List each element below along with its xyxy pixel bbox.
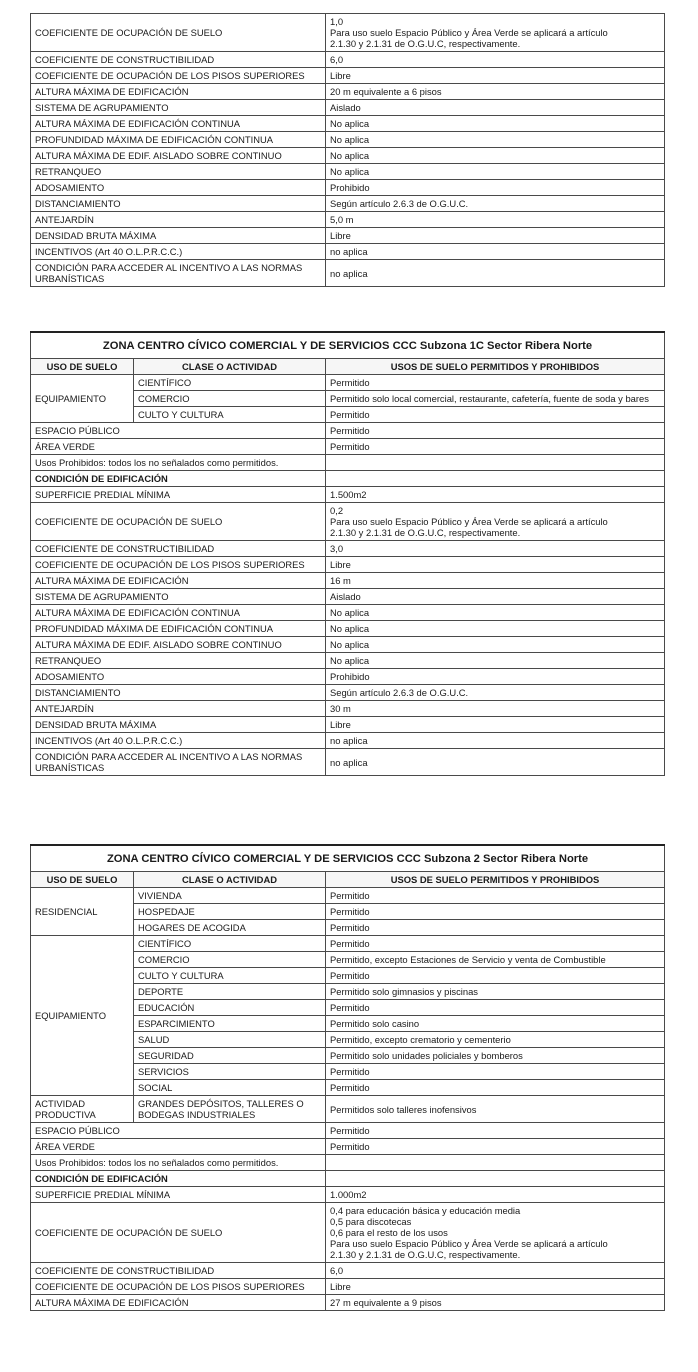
uso-equipamiento: EQUIPAMIENTO [31,936,134,1096]
usos-cell: Permitido [326,407,665,423]
row-value: 1,0 Para uso suelo Espacio Público y Área Verde se aplicará a artículo 2.1.30 y 2.1.31 de O.G.U.C, respectivamente. [326,14,665,52]
row-value: Libre [326,717,665,733]
table-row [31,1096,665,1123]
table-row [31,228,665,244]
table-header-row [31,359,665,375]
header-usos-permitidos: USOS DE SUELO PERMITIDOS Y PROHIBIDOS [326,359,665,375]
clase-cell: CIENTÍFICO [134,375,326,391]
table-row [31,888,665,904]
table-row [31,132,665,148]
row-label: COEFICIENTE DE OCUPACIÓN DE LOS PISOS SUPERIORES [31,557,326,573]
table-row [31,503,665,541]
row-value: 6,0 [326,1263,665,1279]
row-label: INCENTIVOS (Art 40 O.L.P.R.C.C.) [31,244,326,260]
usos-cell: Permitido [326,920,665,936]
usos-cell: Permitidos solo talleres inofensivos [326,1096,665,1123]
clase-cell: CIENTÍFICO [134,936,326,952]
row-value: Prohibido [326,669,665,685]
row-label: ALTURA MÁXIMA DE EDIFICACIÓN CONTINUA [31,116,326,132]
row-label: COEFICIENTE DE CONSTRUCTIBILIDAD [31,1263,326,1279]
clase-cell: SALUD [134,1032,326,1048]
table-row [31,100,665,116]
condicion-edificacion-heading: CONDICIÓN DE EDIFICACIÓN [31,471,326,487]
clase-cell: SEGURIDAD [134,1048,326,1064]
row-value: 3,0 [326,541,665,557]
row-label: COEFICIENTE DE CONSTRUCTIBILIDAD [31,52,326,68]
row-label: CONDICIÓN PARA ACCEDER AL INCENTIVO A LAS NORMAS URBANÍSTICAS [31,749,326,776]
row-label: PROFUNDIDAD MÁXIMA DE EDIFICACIÓN CONTINUA [31,621,326,637]
clase-cell: ESPARCIMIENTO [134,1016,326,1032]
table-row [31,1155,665,1171]
row-value: No aplica [326,164,665,180]
usos-cell: Permitido [326,888,665,904]
row-value: Según artículo 2.6.3 de O.G.U.C. [326,685,665,701]
table-row [31,1123,665,1139]
row-value: no aplica [326,749,665,776]
table-row [31,487,665,503]
header-uso-de-suelo: USO DE SUELO [31,872,134,888]
usos-cell: Permitido, excepto Estaciones de Servicio y venta de Combustible [326,952,665,968]
row-label: COEFICIENTE DE OCUPACIÓN DE LOS PISOS SUPERIORES [31,68,326,84]
clase-cell: CULTO Y CULTURA [134,407,326,423]
clase-cell: COMERCIO [134,952,326,968]
row-value: Libre [326,68,665,84]
row-label: ANTEJARDÍN [31,701,326,717]
row-value: 6,0 [326,52,665,68]
table-row [31,52,665,68]
table-row [31,936,665,952]
clase-cell: SERVICIOS [134,1064,326,1080]
table-row [31,605,665,621]
section-header-row [31,1171,665,1187]
table-row [31,717,665,733]
row-value: No aplica [326,605,665,621]
clase-cell: VIVIENDA [134,888,326,904]
row-label: SISTEMA DE AGRUPAMIENTO [31,100,326,116]
table-row [31,116,665,132]
table-title: ZONA CENTRO CÍVICO COMERCIAL Y DE SERVICIOS CCC Subzona 1C Sector Ribera Norte [31,332,665,359]
usos-cell: Permitido [326,1000,665,1016]
usos-cell: Permitido [326,936,665,952]
clase-cell: EDUCACIÓN [134,1000,326,1016]
empty-cell [326,471,665,487]
usos-prohibidos-note: Usos Prohibidos: todos los no señalados como permitidos. [31,1155,326,1171]
row-label: ALTURA MÁXIMA DE EDIFICACIÓN CONTINUA [31,605,326,621]
row-value: Libre [326,1279,665,1295]
table-row [31,1263,665,1279]
empty-cell [326,1171,665,1187]
table-row [31,701,665,717]
usos-cell: Permitido solo unidades policiales y bomberos [326,1048,665,1064]
usos-cell: Permitido [326,439,665,455]
row-value: 1.000m2 [326,1187,665,1203]
header-uso-de-suelo: USO DE SUELO [31,359,134,375]
clase-cell: HOGARES DE ACOGIDA [134,920,326,936]
usos-cell: Permitido [326,423,665,439]
condicion-edificacion-heading: CONDICIÓN DE EDIFICACIÓN [31,1171,326,1187]
row-label: COEFICIENTE DE OCUPACIÓN DE LOS PISOS SUPERIORES [31,1279,326,1295]
usos-cell: Permitido [326,904,665,920]
uso-equipamiento: EQUIPAMIENTO [31,375,134,423]
table-row [31,148,665,164]
row-label: INCENTIVOS (Art 40 O.L.P.R.C.C.) [31,733,326,749]
usos-cell: Permitido solo casino [326,1016,665,1032]
table-row [31,1203,665,1263]
clase-cell: SOCIAL [134,1080,326,1096]
row-value: Libre [326,557,665,573]
row-value: No aplica [326,132,665,148]
table-ccc-subzona-2 [30,844,665,1311]
uso-actividad-productiva: ACTIVIDAD PRODUCTIVA [31,1096,134,1123]
usos-cell: Permitido [326,968,665,984]
table-title: ZONA CENTRO CÍVICO COMERCIAL Y DE SERVICIOS CCC Subzona 2 Sector Ribera Norte [31,845,665,872]
table-row [31,621,665,637]
row-value: no aplica [326,260,665,287]
row-value: Prohibido [326,180,665,196]
row-label: ALTURA MÁXIMA DE EDIF. AISLADO SOBRE CONTINUO [31,148,326,164]
table-row [31,669,665,685]
empty-cell [326,455,665,471]
table-row [31,733,665,749]
usos-cell: Permitido [326,1123,665,1139]
table-ccc-previous-subzone [30,13,665,287]
table-title-row [31,332,665,359]
table-row [31,164,665,180]
table-row [31,455,665,471]
uso-espacio-publico: ESPACIO PÚBLICO [31,423,326,439]
usos-cell: Permitido [326,375,665,391]
usos-prohibidos-note: Usos Prohibidos: todos los no señalados como permitidos. [31,455,326,471]
table-title-row [31,845,665,872]
row-value: no aplica [326,733,665,749]
row-label: SISTEMA DE AGRUPAMIENTO [31,589,326,605]
row-label: ALTURA MÁXIMA DE EDIF. AISLADO SOBRE CONTINUO [31,637,326,653]
row-value: 16 m [326,573,665,589]
table-row [31,653,665,669]
row-value: No aplica [326,621,665,637]
row-value: No aplica [326,116,665,132]
table-row [31,84,665,100]
clase-cell: COMERCIO [134,391,326,407]
row-label: COEFICIENTE DE OCUPACIÓN DE SUELO [31,14,326,52]
table-row [31,196,665,212]
usos-cell: Permitido, excepto crematorio y cementerio [326,1032,665,1048]
uso-residencial: RESIDENCIAL [31,888,134,936]
row-label: ALTURA MÁXIMA DE EDIFICACIÓN [31,1295,326,1311]
row-value: 5,0 m [326,212,665,228]
table-row [31,1279,665,1295]
uso-area-verde: ÁREA VERDE [31,1139,326,1155]
row-label: COEFICIENTE DE CONSTRUCTIBILIDAD [31,541,326,557]
table-row [31,244,665,260]
row-label: DISTANCIAMIENTO [31,196,326,212]
row-value: Aislado [326,589,665,605]
table-row [31,212,665,228]
table-row [31,260,665,287]
table-row [31,14,665,52]
row-label: COEFICIENTE DE OCUPACIÓN DE SUELO [31,1203,326,1263]
uso-area-verde: ÁREA VERDE [31,439,326,455]
clase-cell: CULTO Y CULTURA [134,968,326,984]
row-value: 30 m [326,701,665,717]
usos-cell: Permitido solo gimnasios y piscinas [326,984,665,1000]
row-value: Según artículo 2.6.3 de O.G.U.C. [326,196,665,212]
table-row [31,573,665,589]
row-label: RETRANQUEO [31,653,326,669]
table-row [31,589,665,605]
empty-cell [326,1155,665,1171]
row-label: ALTURA MÁXIMA DE EDIFICACIÓN [31,84,326,100]
header-clase-o-actividad: CLASE O ACTIVIDAD [134,359,326,375]
clase-cell: DEPORTE [134,984,326,1000]
row-label: RETRANQUEO [31,164,326,180]
row-label: PROFUNDIDAD MÁXIMA DE EDIFICACIÓN CONTINUA [31,132,326,148]
table-row [31,1187,665,1203]
table-row [31,423,665,439]
row-value: Libre [326,228,665,244]
row-value: 0,4 para educación básica y educación media 0,5 para discotecas 0,6 para el resto de los usos Para uso suelo Espacio Público y Área Verde se aplicará a artículo 2.1.30 y 2.1.31 de O.G.U.C, respectivamente. [326,1203,665,1263]
row-value: no aplica [326,244,665,260]
row-value: 20 m equivalente a 6 pisos [326,84,665,100]
table-header-row [31,872,665,888]
row-value: No aplica [326,148,665,164]
table-row [31,637,665,653]
uso-espacio-publico: ESPACIO PÚBLICO [31,1123,326,1139]
table-row [31,541,665,557]
section-header-row [31,471,665,487]
clase-cell: GRANDES DEPÓSITOS, TALLERES O BODEGAS INDUSTRIALES [134,1096,326,1123]
row-label: SUPERFICIE PREDIAL MÍNIMA [31,487,326,503]
table-row [31,68,665,84]
clase-cell: HOSPEDAJE [134,904,326,920]
table-row [31,439,665,455]
table-row [31,1139,665,1155]
row-label: ADOSAMIENTO [31,180,326,196]
row-label: COEFICIENTE DE OCUPACIÓN DE SUELO [31,503,326,541]
header-usos-permitidos: USOS DE SUELO PERMITIDOS Y PROHIBIDOS [326,872,665,888]
row-value: No aplica [326,653,665,669]
row-value: No aplica [326,637,665,653]
row-value: 0,2 Para uso suelo Espacio Público y Área Verde se aplicará a artículo 2.1.30 y 2.1.31 de O.G.U.C, respectivamente. [326,503,665,541]
usos-cell: Permitido [326,1139,665,1155]
row-label: ANTEJARDÍN [31,212,326,228]
row-value: 1.500m2 [326,487,665,503]
row-label: ALTURA MÁXIMA DE EDIFICACIÓN [31,573,326,589]
table-ccc-subzona-1c [30,331,665,776]
table-row [31,1295,665,1311]
row-label: DISTANCIAMIENTO [31,685,326,701]
row-value: Aislado [326,100,665,116]
usos-cell: Permitido [326,1080,665,1096]
table-row [31,557,665,573]
header-clase-o-actividad: CLASE O ACTIVIDAD [134,872,326,888]
usos-cell: Permitido solo local comercial, restaurante, cafetería, fuente de soda y bares [326,391,665,407]
row-label: DENSIDAD BRUTA MÁXIMA [31,717,326,733]
row-label: SUPERFICIE PREDIAL MÍNIMA [31,1187,326,1203]
table-row [31,685,665,701]
table-row [31,749,665,776]
row-label: ADOSAMIENTO [31,669,326,685]
table-row [31,375,665,391]
row-label: DENSIDAD BRUTA MÁXIMA [31,228,326,244]
row-label: CONDICIÓN PARA ACCEDER AL INCENTIVO A LAS NORMAS URBANÍSTICAS [31,260,326,287]
table-row [31,180,665,196]
row-value: 27 m equivalente a 9 pisos [326,1295,665,1311]
usos-cell: Permitido [326,1064,665,1080]
